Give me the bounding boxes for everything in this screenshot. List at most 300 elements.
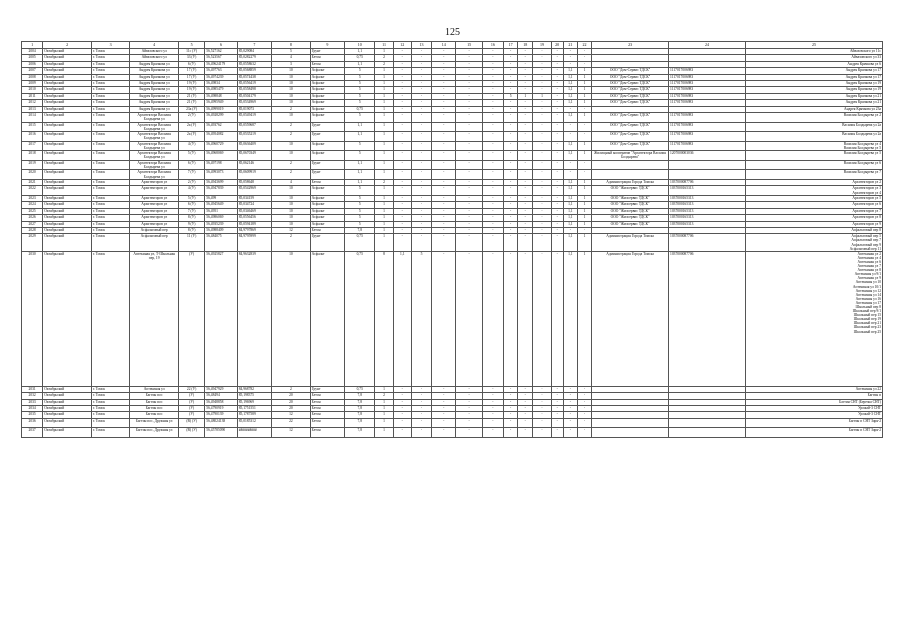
table-cell: - <box>456 180 482 186</box>
table-cell: ООО "Жилсервис ТДСК" <box>592 196 669 202</box>
table-cell: - <box>504 186 518 196</box>
table-cell: - <box>533 74 551 80</box>
addressed-building: Айвазовского ул 11с <box>849 49 881 53</box>
table-cell: 1117017006983 <box>669 68 746 74</box>
table-cell: 1117017006983 <box>669 100 746 106</box>
table-cell: 85,0558498 <box>237 87 271 93</box>
table-cell: 2005 <box>22 55 43 61</box>
table-cell: Октябрьский <box>43 100 92 106</box>
column-header: 2 <box>43 42 92 49</box>
table-cell: - <box>456 61 482 67</box>
table-cell: 1,1 <box>563 202 577 208</box>
table-cell: 1 <box>375 106 393 112</box>
table-cell: 84,9795999 <box>237 234 271 251</box>
table-cell: 1 <box>375 202 393 208</box>
table-cell: Асфальт <box>310 100 344 106</box>
table-cell: 1 <box>375 186 393 196</box>
table-cell: - <box>504 160 518 170</box>
table-cell: Октябрьский <box>43 228 92 234</box>
table-cell: 1 <box>375 132 393 142</box>
table-cell: г. Томск <box>91 93 129 99</box>
addressed-building: Андрея Крячкова ул 21 <box>845 93 881 98</box>
addressed-building: Аптекиная ул 9/1 <box>854 272 881 277</box>
table-cell: - <box>504 208 518 214</box>
table-cell: - <box>456 234 482 251</box>
table-cell: 1117017006983 <box>669 93 746 99</box>
column-header: 15 <box>456 42 482 49</box>
column-header: 22 <box>577 42 591 49</box>
table-cell: 7,8 <box>345 228 375 234</box>
table-cell: Октябрьский <box>43 132 92 142</box>
table-cell: Октябрьский <box>43 405 92 411</box>
table-cell <box>746 112 883 122</box>
table-cell: - <box>504 405 518 411</box>
table-cell: 85,196969 <box>237 399 271 405</box>
table-cell: 56,4960729 <box>205 141 237 151</box>
table-cell: - <box>393 208 411 214</box>
table-cell <box>746 160 883 170</box>
table-cell: 1 <box>375 112 393 122</box>
table-cell: 21 (У) <box>178 93 204 99</box>
table-cell <box>746 122 883 132</box>
table-cell: - <box>533 55 551 61</box>
table-cell: 2035 <box>22 412 43 418</box>
table-cell: 8 (У) <box>178 228 204 234</box>
table-cell: 1,1 <box>563 186 577 196</box>
table-cell: 1 <box>375 196 393 202</box>
table-cell: - <box>518 112 533 122</box>
table-cell: 1,1 <box>563 87 577 93</box>
table-cell: Грунт <box>310 49 344 55</box>
table-cell: 85,1751551 <box>237 405 271 411</box>
table-cell: - <box>482 49 503 55</box>
table-cell: - <box>432 106 456 112</box>
table-cell: г. Томск <box>91 386 129 392</box>
table-cell: ООО "Дом-Сервис ТДСК" <box>592 112 669 122</box>
column-header: 25 <box>746 42 883 49</box>
table-cell: Октябрьский <box>43 221 92 227</box>
table-cell: 56,4943699 <box>205 180 237 186</box>
table-cell: г. Томск <box>91 151 129 161</box>
table-cell: Асфальт <box>310 141 344 151</box>
table-cell: - <box>504 87 518 93</box>
table-cell: - <box>393 196 411 202</box>
table-cell: 85,0542969 <box>237 186 271 196</box>
table-cell: Багтин пос <box>130 405 179 411</box>
table-cell: 1,1 <box>563 221 577 227</box>
table-cell: - <box>533 106 551 112</box>
addressed-building: Аптекиная ул 2 <box>857 251 881 256</box>
addressed-building: Асфальтовый пер 5 <box>851 234 881 239</box>
table-cell: г. Томск <box>91 202 129 208</box>
table-cell: - <box>504 68 518 74</box>
table-cell: - <box>563 428 577 438</box>
table-row <box>22 122 883 132</box>
table-cell: - <box>456 412 482 418</box>
table-cell: Асфальт <box>310 221 344 227</box>
table-cell: - <box>533 234 551 251</box>
table-cell: Аптекиная ул, Т-Школьная пер, 19 <box>130 251 179 386</box>
table-cell: 7,8 <box>345 399 375 405</box>
table-cell: - <box>411 55 431 61</box>
table-cell: 56,497198 <box>205 160 237 170</box>
table-cell: - <box>551 180 563 186</box>
table-cell: 10 <box>272 87 310 93</box>
table-cell: - <box>482 106 503 112</box>
table-cell: - <box>482 80 503 86</box>
table-cell: 1 <box>375 405 393 411</box>
table-cell: - <box>411 100 431 106</box>
table-cell: 1037000165313 <box>669 196 746 202</box>
column-header: 9 <box>310 42 344 49</box>
table-cell: - <box>456 141 482 151</box>
table-cell: 1 <box>577 141 591 151</box>
table-row <box>22 132 883 142</box>
table-cell: 10 <box>272 151 310 161</box>
table-cell: - <box>504 215 518 221</box>
table-cell: - <box>411 186 431 196</box>
table-cell: Андрея Крячкова ул <box>130 100 179 106</box>
table-cell: ООО "Жилсервис ТДСК" <box>592 215 669 221</box>
page-number: 125 <box>445 27 460 38</box>
table-cell: - <box>482 196 503 202</box>
table-cell: 85,0594189 <box>237 221 271 227</box>
addressed-building: Аптекиная ул 17 <box>855 300 881 305</box>
table-cell: - <box>393 80 411 86</box>
table-cell: 2025 <box>22 208 43 214</box>
table-cell: 2036 <box>22 418 43 428</box>
table-cell: - <box>577 428 591 438</box>
table-cell <box>746 151 883 161</box>
table-cell: - <box>482 202 503 208</box>
table-cell: - <box>482 418 503 428</box>
table-cell: - <box>393 405 411 411</box>
table-cell: - <box>577 228 591 234</box>
table-row <box>22 160 883 170</box>
table-cell: (У) <box>178 405 204 411</box>
table-cell: 1,1 <box>563 180 577 186</box>
table-cell: - <box>411 141 431 151</box>
table-cell: Октябрьский <box>43 418 92 428</box>
table-cell: - <box>393 55 411 61</box>
table-cell: 56,4986069 <box>205 215 237 221</box>
table-cell: - <box>432 151 456 161</box>
table-cell: - <box>577 49 591 55</box>
table-cell: - <box>563 405 577 411</box>
table-cell: Октябрьский <box>43 122 92 132</box>
table-cell: Асфальтовый пер <box>130 228 179 234</box>
table-cell: - <box>504 106 518 112</box>
table-cell: - <box>563 412 577 418</box>
table-cell: - <box>504 151 518 161</box>
table-cell: - <box>482 393 503 399</box>
table-cell: - <box>456 170 482 180</box>
table-cell: 1,1 <box>563 208 577 214</box>
table-cell: 1 <box>577 196 591 202</box>
table-cell: Андрея Крячкова ул <box>130 74 179 80</box>
table-cell: 1 <box>375 208 393 214</box>
table-cell: 5 (У) <box>178 196 204 202</box>
table-cell: - <box>577 61 591 67</box>
table-cell: 4 (У) <box>178 141 204 151</box>
table-cell: - <box>533 208 551 214</box>
table-cell: Асфальт <box>310 80 344 86</box>
table-cell: Грунт <box>310 234 344 251</box>
table-cell: Октябрьский <box>43 68 92 74</box>
table-cell: - <box>551 112 563 122</box>
table-cell: - <box>482 186 503 196</box>
table-cell: - <box>456 393 482 399</box>
addressed-building: Василия Болдырева ул 2а <box>842 132 881 137</box>
table-cell: 1117017006983 <box>669 141 746 151</box>
table-cell: 85,058648 <box>237 180 271 186</box>
table-cell: - <box>482 170 503 180</box>
table-cell: 1 <box>375 234 393 251</box>
table-cell: - <box>533 160 551 170</box>
table-cell: Архитекторов ул <box>130 180 179 186</box>
table-cell: 56,4954082 <box>205 132 237 142</box>
table-cell: 5 (У) <box>178 151 204 161</box>
table-cell: ООО "Дом-Сервис ТДСК" <box>592 93 669 99</box>
table-cell: Октябрьский <box>43 234 92 251</box>
table-cell: - <box>393 141 411 151</box>
table-cell: 5 <box>345 186 375 196</box>
table-cell: Октябрьский <box>43 141 92 151</box>
table-cell: - <box>411 399 431 405</box>
column-header: 11 <box>375 42 393 49</box>
table-cell: - <box>563 399 577 405</box>
column-header: 18 <box>518 42 533 49</box>
table-cell: - <box>533 399 551 405</box>
table-cell: 1 <box>518 93 533 99</box>
table-cell: 1 <box>375 428 393 438</box>
table-cell: Октябрьский <box>43 87 92 93</box>
table-cell: - <box>411 202 431 208</box>
table-cell: Архитектора Василия Болдырева ул <box>130 122 179 132</box>
table-cell: 17 (У) <box>178 74 204 80</box>
table-cell: - <box>577 412 591 418</box>
table-cell: - <box>393 186 411 196</box>
table-cell: 85,0636409 <box>237 141 271 151</box>
table-cell: 1037000087706 <box>669 234 746 251</box>
table-cell: Андрея Крячкова ул <box>130 61 179 67</box>
addressed-building: Аптекиная ул 10 <box>855 280 881 285</box>
table-cell: Бетон <box>310 180 344 186</box>
table-cell: - <box>432 202 456 208</box>
table-cell: 10 <box>272 93 310 99</box>
table-cell: - <box>551 399 563 405</box>
addressed-building: Василия Болдырева ул 4 <box>843 141 881 146</box>
table-cell: - <box>456 428 482 438</box>
table-cell: 56,523567 <box>205 55 237 61</box>
table-cell: - <box>432 132 456 142</box>
table-cell: - <box>577 393 591 399</box>
table-cell: - <box>456 186 482 196</box>
table-cell: - <box>482 180 503 186</box>
table-cell: 1037000087706 <box>669 251 746 386</box>
table-cell: 5 <box>345 87 375 93</box>
table-cell: - <box>456 386 482 392</box>
table-cell: - <box>432 49 456 55</box>
table-cell: 85,0535219 <box>237 132 271 142</box>
table-cell: - <box>393 68 411 74</box>
table-cell: 5 <box>345 112 375 122</box>
table-cell: - <box>504 393 518 399</box>
table-cell: (У) <box>178 251 204 386</box>
addressed-building: Аптекиная ул 7 <box>857 264 881 269</box>
table-cell: - <box>518 180 533 186</box>
table-cell: - <box>432 234 456 251</box>
column-header: 5 <box>178 42 204 49</box>
table-cell: 56,4999019 <box>205 106 237 112</box>
table-cell: - <box>411 49 431 55</box>
addressed-building: Архитекторов ул 5 <box>852 196 881 201</box>
table-cell: г. Томск <box>91 208 129 214</box>
table-cell: - <box>533 202 551 208</box>
addressed-building: Андрея Крячкова ул 23а <box>844 106 881 111</box>
table-cell: - <box>411 106 431 112</box>
table-cell <box>592 428 669 438</box>
register-table <box>21 41 883 438</box>
table-cell: 85,0534969 <box>237 100 271 106</box>
table-cell: 1 <box>577 151 591 161</box>
table-cell: - <box>411 393 431 399</box>
table-cell: - <box>518 61 533 67</box>
table-cell: - <box>432 196 456 202</box>
table-cell: 56,527162 <box>205 49 237 55</box>
table-cell: 2016 <box>22 132 43 142</box>
table-row <box>22 141 883 151</box>
table-cell: - <box>518 393 533 399</box>
table-cell: 2012 <box>22 100 43 106</box>
column-header: 14 <box>432 42 456 49</box>
table-cell: г. Томск <box>91 215 129 221</box>
table-cell: - <box>563 418 577 428</box>
addressed-building: Василия Болдырева ул 6 <box>843 160 881 165</box>
table-cell <box>592 418 669 428</box>
table-cell: г. Томск <box>91 180 129 186</box>
table-cell: Багтин пос, Дружная ул <box>130 418 179 428</box>
table-cell: 10 <box>272 202 310 208</box>
table-cell: 56,45785090 <box>205 428 237 438</box>
table-cell: - <box>432 122 456 132</box>
table-cell: 84,968782 <box>237 386 271 392</box>
table-cell: - <box>504 412 518 418</box>
table-cell: 85,0609919 <box>237 170 271 180</box>
table-cell: 1 <box>577 234 591 251</box>
table-cell: 2026 <box>22 215 43 221</box>
table-cell: 7,8 <box>345 428 375 438</box>
table-cell: - <box>411 122 431 132</box>
table-cell: Архитекторов ул <box>130 186 179 196</box>
table-cell: ########## <box>237 428 271 438</box>
table-cell: - <box>577 399 591 405</box>
table-cell: 56,4968069 <box>205 151 237 161</box>
table-cell: 5 <box>272 49 310 55</box>
table-cell: 2017 <box>22 141 43 151</box>
table-cell: Грунт <box>310 160 344 170</box>
table-cell: Администрация Города Томска <box>592 234 669 251</box>
table-cell: - <box>432 160 456 170</box>
table-cell: 1,1 <box>345 122 375 132</box>
table-cell: - <box>432 412 456 418</box>
table-cell: - <box>393 386 411 392</box>
table-cell: Багтин пос <box>130 412 179 418</box>
addressed-building: Василия Болдырева ул 7 <box>843 170 881 175</box>
table-cell: - <box>482 405 503 411</box>
table-cell: 85,1787589 <box>237 412 271 418</box>
addressed-building: Аптекиная ул 9 <box>857 276 881 281</box>
table-cell: 1,1 <box>563 68 577 74</box>
table-cell: - <box>482 93 503 99</box>
addressed-building: Асфальтовый пер 11 <box>849 246 881 251</box>
table-cell: - <box>504 112 518 122</box>
table-cell: 10 <box>272 215 310 221</box>
table-cell: - <box>482 61 503 67</box>
table-cell: - <box>456 49 482 55</box>
table-cell: 5 <box>345 93 375 99</box>
table-cell: - <box>504 418 518 428</box>
table-row <box>22 251 883 386</box>
table-cell: 85,0670349 <box>237 151 271 161</box>
table-cell: Октябрьский <box>43 251 92 386</box>
table-cell <box>669 428 746 438</box>
table-cell: Асфальт <box>310 106 344 112</box>
table-cell: Грунт <box>310 386 344 392</box>
table-cell: - <box>393 112 411 122</box>
table-cell: - <box>551 208 563 214</box>
table-cell: (В) (У) <box>178 428 204 438</box>
table-cell: 2 <box>272 170 310 180</box>
table-cell: г. Томск <box>91 221 129 227</box>
addressed-building: Айвазовского ул 33 <box>851 55 881 60</box>
table-cell: 1,1 <box>563 141 577 151</box>
table-cell: 56,4993073 <box>205 170 237 180</box>
table-cell: 1 <box>375 418 393 428</box>
table-cell: 1207000003036 <box>669 151 746 161</box>
table-cell: Архитектора Василия Болдырева ул <box>130 160 179 170</box>
table-cell: Асфальт <box>310 186 344 196</box>
table-cell: - <box>393 61 411 67</box>
table-cell: 2 <box>272 160 310 170</box>
table-cell: - <box>482 228 503 234</box>
table-cell: - <box>411 170 431 180</box>
table-cell: - <box>533 170 551 180</box>
table-cell: 1,1 <box>563 100 577 106</box>
table-cell: Асфальт <box>310 74 344 80</box>
table-cell: Андрея Крячкова ул <box>130 87 179 93</box>
table-cell: Октябрьский <box>43 151 92 161</box>
table-row <box>22 151 883 161</box>
table-cell: 1 <box>577 208 591 214</box>
table-cell: 85,0559687 <box>237 122 271 132</box>
table-cell: - <box>393 122 411 132</box>
table-cell: - <box>504 122 518 132</box>
table-cell: 5 <box>345 221 375 227</box>
table-cell: - <box>456 80 482 86</box>
table-cell: 85,034724 <box>237 202 271 208</box>
table-cell: 56,4995949 <box>205 100 237 106</box>
table-cell: 10 <box>272 80 310 86</box>
addressed-building: Багтин п СНТ Заря-2 <box>848 428 881 433</box>
table-cell: - <box>504 100 518 106</box>
table-cell: - <box>551 100 563 106</box>
table-cell: - <box>411 412 431 418</box>
table-cell: - <box>456 251 482 386</box>
table-cell: - <box>533 112 551 122</box>
table-cell: - <box>482 160 503 170</box>
column-header: 23 <box>592 42 669 49</box>
